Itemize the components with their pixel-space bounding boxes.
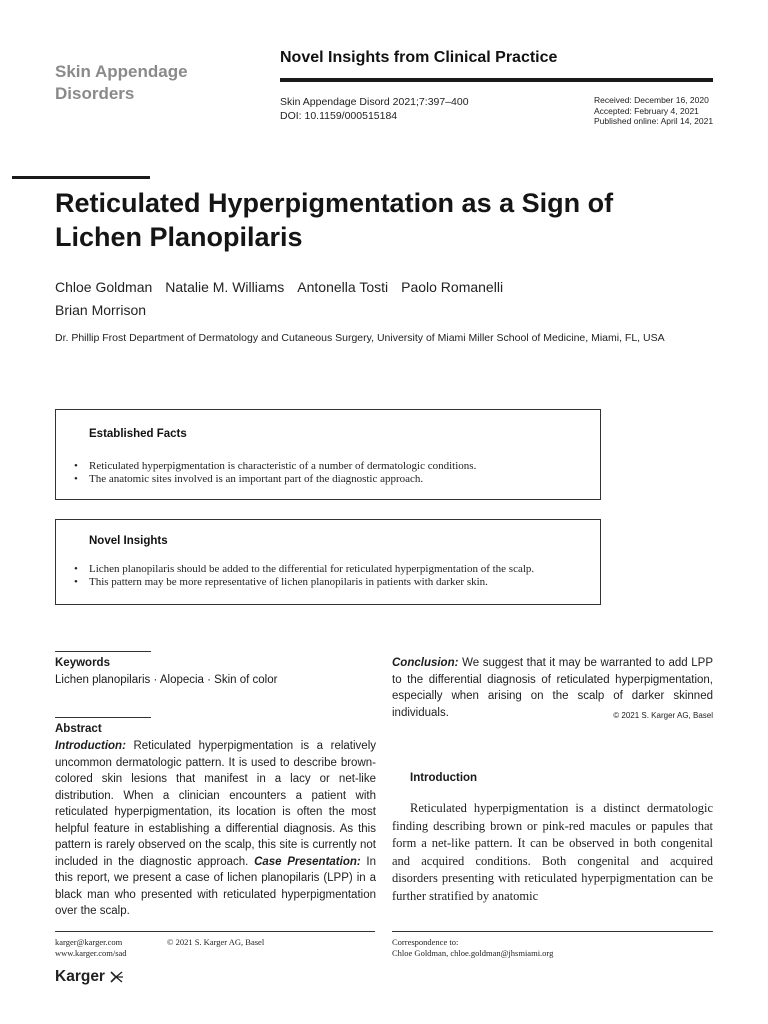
article-dates: [594, 95, 713, 127]
abstract-copyright: © 2021 S. Karger AG, Basel: [613, 710, 713, 720]
list-item: • The anatomic sites involved is an important part of the diagnostic approach.: [74, 473, 590, 486]
date-accepted: Accepted: February 4, 2021: [594, 105, 699, 116]
publisher-logo: [55, 968, 125, 986]
abstract-conclusion-label: Conclusion:: [392, 657, 459, 669]
correspondence-label: Correspondence to:: [392, 937, 459, 947]
abstract-intro-label: Introduction:: [55, 740, 126, 752]
footer-contact: [55, 937, 127, 959]
date-published: Published online: April 14, 2021: [594, 116, 714, 126]
introduction-text: Reticulated hyperpigmentation is a distinct dermatologic finding describing brown or pink-red macules or papules that form a net-like pattern. It can be observed in both congenital and acquired conditions. Both congenital and acquired disorders presenting with reticulated hyperpigmentation can be further stratified by anatomic: [392, 801, 713, 903]
footer-website[interactable]: www.karger.com/sad: [55, 948, 127, 958]
novel-insights-heading: Novel Insights: [89, 535, 168, 547]
abstract-column-left: [55, 738, 376, 920]
citation: [280, 95, 469, 123]
article-title: Reticulated Hyperpigmentation as a Sign of Lichen Planopilaris: [55, 188, 614, 252]
footer-copyright: © 2021 S. Karger AG, Basel: [167, 937, 265, 947]
footer-email[interactable]: karger@karger.com: [55, 937, 123, 947]
author: Chloe Goldman: [55, 279, 153, 295]
established-facts-list: [74, 460, 590, 486]
abstract-intro-text: Reticulated hyperpigmentation is a relatively uncommon dermatologic pattern. It is used to describe brown-colored skin lesions that manifest in a lacy or net-like distribution. When a clinician encounters a patient with reticulated hyperpigmentation, its location is often the most helpful feature in establishing a differential diagnosis. As this pattern is rarely observed on the scalp, this site is currently not included in the diagnostic approach.: [55, 740, 376, 868]
journal-name: [55, 61, 255, 105]
established-facts-heading: Established Facts: [89, 428, 187, 440]
citation-doi[interactable]: DOI: 10.1159/000515184: [280, 110, 398, 122]
author: Brian Morrison: [55, 302, 147, 318]
abstract-conclusion-text: We suggest that it may be warranted to add LPP to the differential diagnosis of reticulated hyperpigmentation, especially when arising on the scalp of darker skinned individuals.: [392, 657, 713, 719]
footer-correspondence: [392, 937, 553, 959]
section-label: Novel Insights from Clinical Practice: [280, 49, 558, 66]
correspondence-contact[interactable]: Chloe Goldman, chloe.goldman@jhsmiami.org: [392, 948, 554, 958]
keywords-text: Lichen planopilaris · Alopecia · Skin of color: [55, 674, 278, 686]
journal-name-line1: Skin Appendage: [55, 62, 188, 81]
list-item: • Reticulated hyperpigmentation is characteristic of a number of dermatologic conditions.: [74, 460, 590, 473]
established-facts-box: [55, 409, 601, 500]
citation-ref: Skin Appendage Disord 2021;7:397–400: [280, 96, 469, 108]
novel-insights-box: [55, 519, 601, 605]
affiliation: Dr. Phillip Frost Department of Dermatology and Cutaneous Surgery, University of Miami Miller School of Medicine, Miami, FL, USA: [55, 332, 665, 344]
author: Antonella Tosti: [297, 279, 389, 295]
abstract-case-label: Case Presentation:: [254, 855, 361, 868]
author: Paolo Romanelli: [401, 279, 504, 295]
title-rule: [12, 176, 150, 179]
abstract-heading: Abstract: [55, 723, 102, 735]
abstract-rule: [55, 717, 151, 718]
publisher-name: Karger: [55, 968, 105, 985]
journal-name-line2: Disorders: [55, 84, 135, 103]
keywords-rule: [55, 651, 151, 652]
author-list: [55, 276, 615, 322]
list-item: • Lichen planopilaris should be added to the differential for reticulated hyperpigmentation of the scalp.: [74, 563, 590, 576]
abstract-column-right: [392, 655, 713, 724]
footer-rule-left: [55, 931, 375, 932]
footer-rule-right: [392, 931, 713, 932]
author: Natalie M. Williams: [165, 279, 285, 295]
date-received: Received: December 16, 2020: [594, 95, 709, 105]
abstract-case-text: In this report, we present a case of lichen planopilaris (LPP) in a black man who presented with reticulated hyperpigmentation over the scalp.: [55, 855, 376, 917]
list-item: • This pattern may be more representative of lichen planopilaris in patients with darker skin.: [74, 576, 590, 589]
karger-swirl-icon: [109, 969, 125, 985]
keywords-heading: Keywords: [55, 657, 110, 669]
introduction-heading: Introduction: [410, 772, 478, 784]
header-rule: [280, 78, 713, 82]
novel-insights-list: [74, 563, 590, 589]
